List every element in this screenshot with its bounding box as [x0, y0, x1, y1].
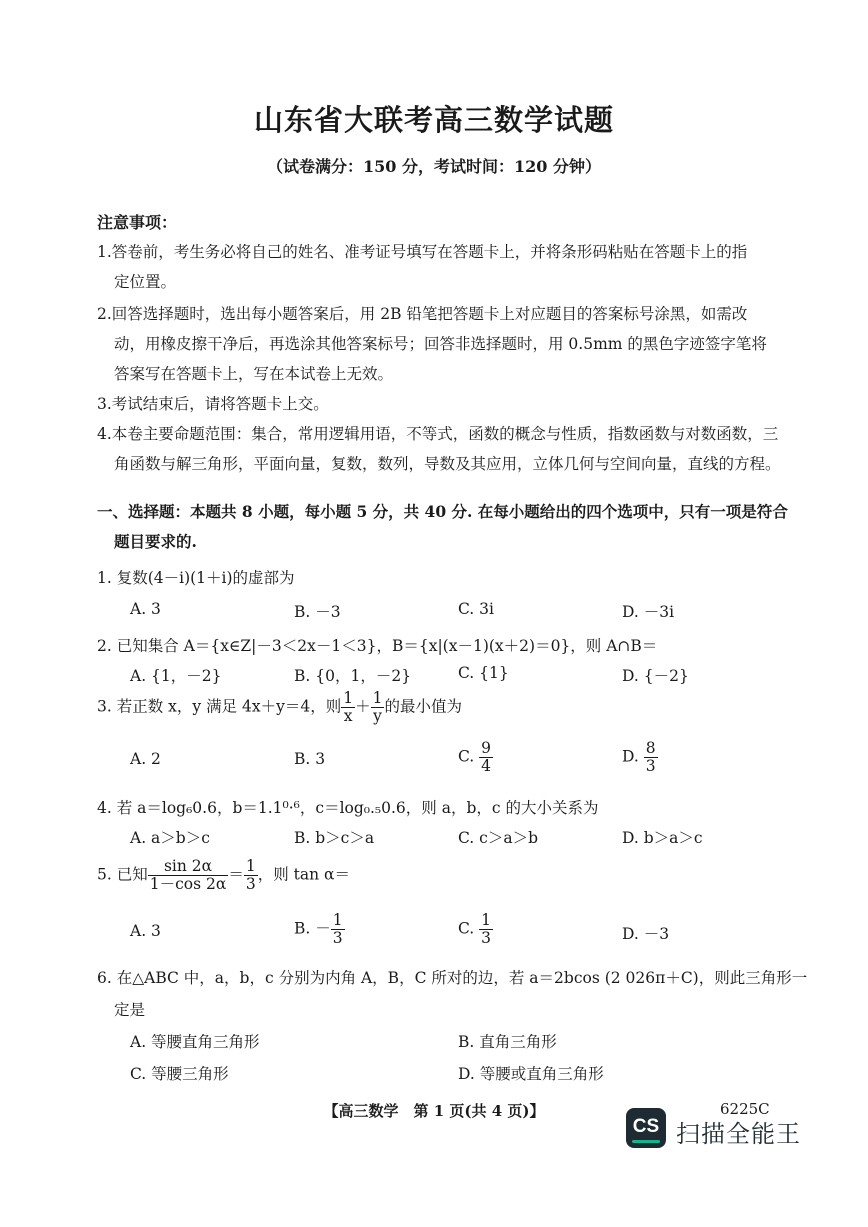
- q5-c-den: 3: [481, 929, 492, 948]
- question-4-stem: 4. 若 a＝log₆0.6，b＝1.1⁰·⁶，c＝log₀.₅0.6，则 a，b，c 的大小关系为: [97, 799, 599, 817]
- q2-option-b: B. {0，1，－2}: [294, 667, 412, 685]
- section-heading: 一、选择题：本题共 8 小题，每小题 5 分，共 40 分. 在每小题给出的四个选项中，只有一项是符合: [97, 502, 788, 521]
- q3-option-a: A. 2: [130, 750, 161, 768]
- q3-f2-den: y: [373, 707, 382, 726]
- q1-option-a: A. 3: [130, 600, 161, 618]
- q4-option-d: D. b＞a＞c: [622, 829, 703, 847]
- q5-r-num: 1: [245, 857, 256, 875]
- q5-option-b-label: B. －: [294, 919, 331, 938]
- logo-letters: CS: [632, 1116, 660, 1137]
- camscanner-logo-icon: [626, 1108, 666, 1148]
- notice-line: 动，用橡皮擦干净后，再选涂其他答案标号；回答非选择题时，用 0.5mm 的黑色字迹签字笔将: [114, 335, 767, 353]
- q6-option-c: C. 等腰三角形: [130, 1065, 229, 1083]
- notice-line: 角函数与解三角形，平面向量，复数，数列，导数及其应用，立体几何与空间向量，直线的方程。: [114, 455, 781, 473]
- exam-code: 6225C: [720, 1100, 770, 1118]
- q3-f2-num: 1: [372, 689, 383, 707]
- exam-info: （试卷满分：150 分，考试时间：120 分钟）: [267, 157, 601, 176]
- q6-option-b: B. 直角三角形: [458, 1033, 557, 1051]
- q3-option-b: B. 3: [294, 750, 326, 768]
- q2-option-c: C. {1}: [458, 664, 509, 682]
- section-heading-cont: 题目要求的.: [114, 532, 197, 551]
- q2-option-d: D. {－2}: [622, 667, 689, 685]
- q5-rhs-fraction: [244, 858, 258, 893]
- page-title: 山东省大联考高三数学试题: [253, 103, 614, 137]
- q3-f1-den: x: [343, 707, 353, 726]
- q3-option-d: [622, 740, 658, 775]
- q3-plus: ＋: [355, 697, 371, 716]
- watermark-app-name: 扫描全能王: [676, 1121, 801, 1148]
- q6-option-d: D. 等腰或直角三角形: [458, 1065, 604, 1083]
- q5-stem-post: ，则 tan α＝: [257, 865, 350, 884]
- q5-option-c-label: C.: [458, 919, 475, 938]
- q4-option-c: C. c＞a＞b: [458, 829, 539, 847]
- q3-option-c: [458, 740, 493, 775]
- notice-line: 1.答卷前，考生务必将自己的姓名、准考证号填写在答题卡上，并将条形码粘贴在答题卡上的指: [97, 243, 748, 261]
- q5-option-c-fraction: [479, 912, 493, 947]
- q3-f1-num: 1: [343, 689, 354, 707]
- q1-option-c: C. 3i: [458, 600, 494, 618]
- question-3-stem: [97, 690, 462, 725]
- q3-option-d-label: D.: [622, 747, 639, 766]
- q5-fraction: [148, 858, 229, 893]
- q3-stem-pre: 3. 若正数 x，y 满足 4x＋y＝4，则: [97, 697, 342, 716]
- q3-d-den: 3: [645, 757, 656, 776]
- q5-option-b: [294, 912, 345, 947]
- notice-line: 定位置。: [114, 273, 177, 291]
- q1-option-d: D. －3i: [622, 603, 675, 621]
- question-6-stem: 6. 在△ABC 中，a，b，c 分别为内角 A，B，C 所对的边，若 a＝2bcos (2 026π＋C)，则此三角形一: [97, 969, 808, 987]
- q5-c-num: 1: [481, 911, 492, 929]
- q4-option-b: B. b＞c＞a: [294, 829, 375, 847]
- q4-option-a: A. a＞b＞c: [130, 829, 210, 847]
- q3-option-c-label: C.: [458, 747, 475, 766]
- q3-fraction-1: [341, 690, 355, 725]
- q3-stem-post: 的最小值为: [384, 697, 462, 716]
- question-6-stem-cont: 定是: [114, 1001, 146, 1019]
- q2-option-a: A. {1，－2}: [130, 667, 222, 685]
- notice-line: 答案写在答题卡上，写在本试卷上无效。: [114, 365, 394, 383]
- q5-option-a: A. 3: [130, 922, 161, 940]
- q3-fraction-2: [371, 690, 385, 725]
- q5-stem-pre: 5. 已知: [97, 865, 148, 884]
- q3-c-num: 9: [481, 739, 492, 757]
- q5-f-num: sin 2α: [148, 858, 229, 876]
- notice-heading: 注意事项：: [97, 213, 178, 232]
- q5-f-den: 1－cos 2α: [149, 875, 227, 894]
- notice-line: 3.考试结束后，请将答题卡上交。: [97, 395, 329, 413]
- q3-c-den: 4: [481, 757, 492, 776]
- q3-option-d-fraction: [644, 740, 658, 775]
- notice-line: 4.本卷主要命题范围：集合，常用逻辑用语，不等式，函数的概念与性质，指数函数与对数函数，三: [97, 425, 779, 443]
- page-footer: 【高三数学 第 1 页(共 4 页)】: [323, 1102, 545, 1120]
- q1-option-b: B. －3: [294, 603, 341, 621]
- q5-r-den: 3: [245, 875, 256, 894]
- q6-option-a: A. 等腰直角三角形: [130, 1033, 260, 1051]
- q3-option-c-fraction: [479, 740, 493, 775]
- question-2-stem: 2. 已知集合 A＝{x∈Z|－3＜2x－1＜3}，B＝{x|(x－1)(x＋2)＝0}，则 A∩B＝: [97, 637, 658, 655]
- question-1-stem: 1. 复数(4－i)(1＋i)的虚部为: [97, 569, 295, 587]
- notice-line: 2.回答选择题时，选出每小题答案后，用 2B 铅笔把答题卡上对应题目的答案标号涂黑，如需改: [97, 305, 748, 323]
- q3-d-num: 8: [645, 739, 656, 757]
- q5-b-num: 1: [332, 911, 343, 929]
- q5-option-c: [458, 912, 493, 947]
- q5-option-b-fraction: [331, 912, 345, 947]
- q5-equals: ＝: [228, 865, 244, 884]
- question-5-stem: [97, 858, 350, 893]
- q5-option-d: D. －3: [622, 925, 670, 943]
- q5-b-den: 3: [332, 929, 343, 948]
- logo-accent-bar: [632, 1140, 660, 1143]
